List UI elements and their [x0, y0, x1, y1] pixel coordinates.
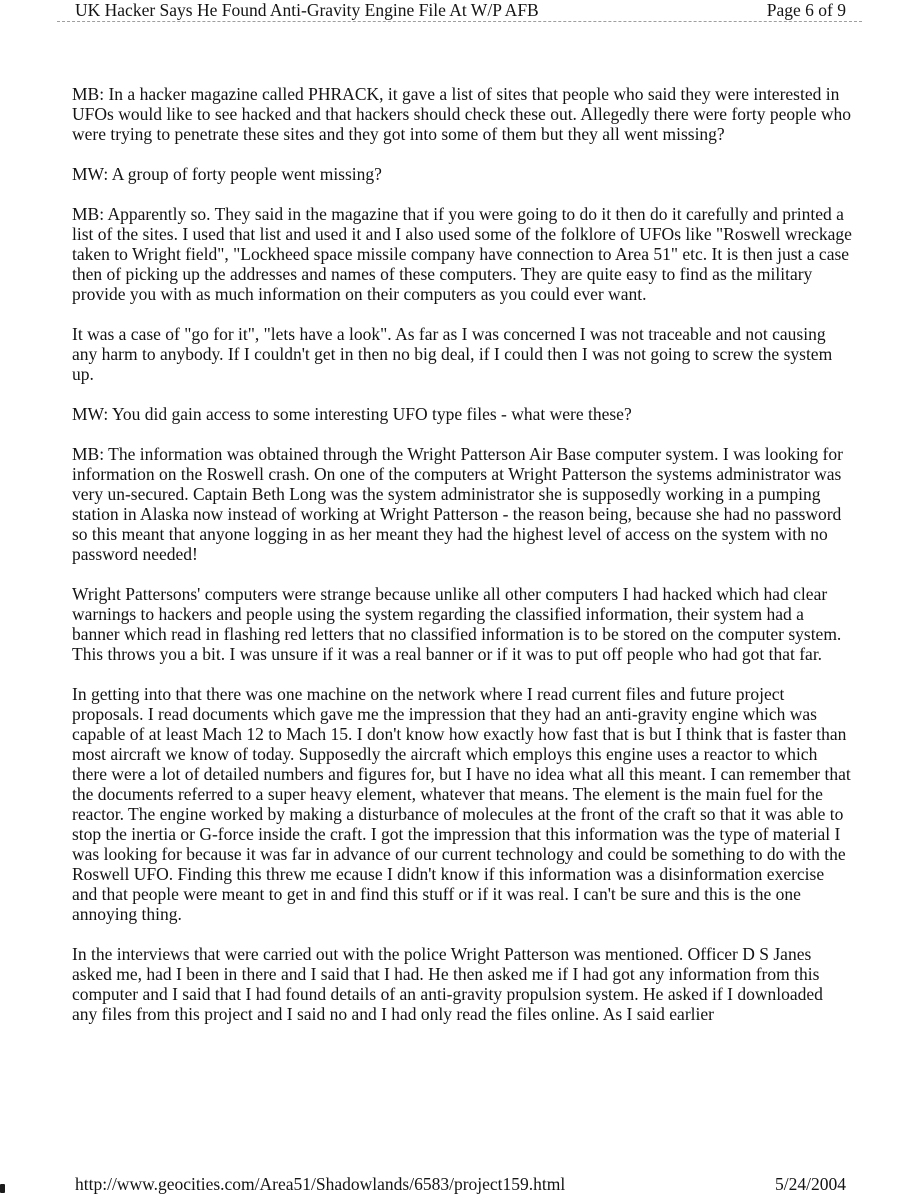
paragraph: In getting into that there was one machine on the network where I read current files and future project proposals. I read documents which gave me the impression that they had an anti-gravity engine which was capable of at least Mach 12 to Mach 15. I don't know how exactly how fast that is but I think that is faster than most aircraft we know of today. Supposedly the aircraft which employs this engine uses a reactor to which there were a lot of detailed numbers and figures for, but I have no idea what all this meant. I can remember that the documents referred to a super heavy element, whatever that means. The element is the main fuel for the reactor. The engine worked by making a disturbance of molecules at the front of the craft so that it was able to stop the inertia or G-force inside the craft. I got the impression that this information was the type of material I was looking for because it was far in advance of our current technology and could be something to do with the Roswell UFO. Finding this threw me ecause I didn't know if this information was a disinformation exercise and that people were meant to get in and find this stuff or if it was real. I can't be sure and this is the one annoying thing. [72, 684, 851, 924]
document-body [72, 84, 852, 1044]
header-rule [57, 21, 862, 22]
header-page-indicator: Page 6 of 9 [766, 0, 846, 20]
paragraph: In the interviews that were carried out with the police Wright Patterson was mentioned. Officer D S Janes asked me, had I been in there and I said that I had. He then asked me if I had got any information from this computer and I said that I had found details of an anti-gravity propulsion system. He asked if I downloaded any files from this project and I said no and I had only read the files online. As I said earlier [72, 944, 823, 1024]
footer-date: 5/24/2004 [775, 1174, 846, 1194]
footer-url: http://www.geocities.com/Area51/Shadowlands/6583/project159.html [75, 1174, 566, 1194]
page-footer [75, 1174, 846, 1194]
paragraph: MB: In a hacker magazine called PHRACK, it gave a list of sites that people who said they were interested in UFOs would like to see hacked and that hackers should check these out. Allegedly there were forty people who were trying to penetrate these sites and they got into some of them but they all went missing? [72, 84, 852, 144]
header-title: UK Hacker Says He Found Anti-Gravity Engine File At W/P AFB [75, 0, 539, 20]
scan-artifact [0, 1184, 5, 1193]
paragraph: MW: A group of forty people went missing? [72, 164, 382, 184]
page-header [75, 0, 846, 20]
paragraph: Wright Pattersons' computers were strange because unlike all other computers I had hacked which had clear warnings to hackers and people using the system regarding the classified information, their system had a banner which read in flashing red letters that no classified information is to be stored on the computer system. This throws you a bit. I was unsure if it was a real banner or if it was to put off people who had got that far. [72, 584, 842, 664]
paragraph: MB: The information was obtained through the Wright Patterson Air Base computer system. I was looking for information on the Roswell crash. On one of the computers at Wright Patterson the systems administrator was very un-secured. Captain Beth Long was the system administrator she is supposedly working in a pumping station in Alaska now instead of working at Wright Patterson - the reason being, because she had no password so this meant that anyone logging in as her meant they had the highest level of access on the system with no password needed! [72, 444, 843, 564]
paragraph: It was a case of "go for it", "lets have a look". As far as I was concerned I was not traceable and not causing any harm to anybody. If I couldn't get in then no big deal, if I could then I was not going to screw the system up. [72, 324, 833, 384]
paragraph: MB: Apparently so. They said in the magazine that if you were going to do it then do it carefully and printed a list of the sites. I used that list and used it and I also used some of the folklore of UFOs like "Roswell wreckage taken to Wright field", "Lockheed space missile company have connection to Area 51" etc. It is then just a case then of picking up the addresses and names of these computers. They are quite easy to find as the military provide you with as much information on their computers as you could ever want. [72, 204, 852, 304]
paragraph: MW: You did gain access to some interesting UFO type files - what were these? [72, 404, 632, 424]
